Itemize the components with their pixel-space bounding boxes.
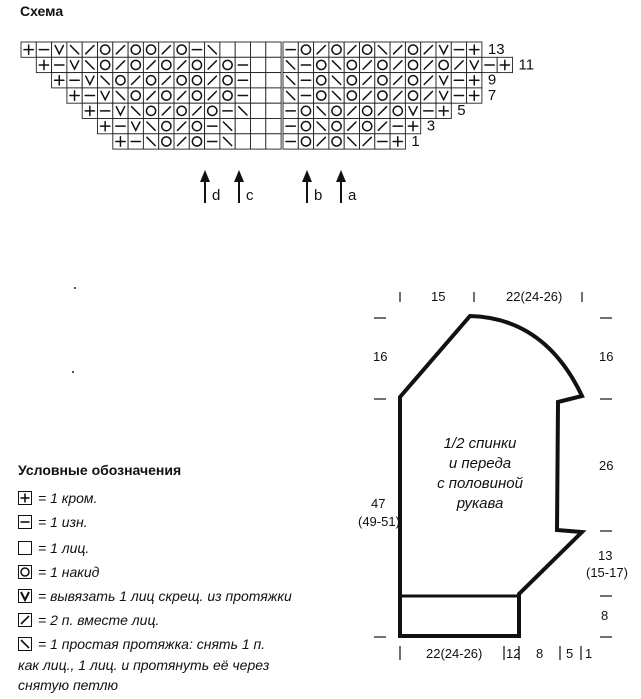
legend-item-text: = 1 изн.: [38, 514, 88, 530]
row-number: 7: [487, 86, 497, 104]
legend-item-text: = 1 накид: [38, 564, 100, 580]
dim-left-total: 47: [371, 496, 386, 511]
legend-item-text: = вывязать 1 лиц скрещ. из протяжки: [38, 588, 292, 604]
dim-bottom-2: 12: [506, 646, 521, 661]
piece-label-line: рукава: [456, 495, 504, 512]
legend-note-line: снятую петлю: [18, 677, 119, 693]
row-number: 13: [487, 41, 505, 58]
chart-title: Схема: [20, 3, 64, 19]
arrow-label: d: [212, 187, 221, 204]
row-number: 11: [518, 56, 535, 74]
dim-right-lower: 13: [598, 548, 613, 563]
row-number: 5: [457, 102, 466, 120]
dim-right-lower-sizes: (15-17): [586, 565, 628, 580]
legend-item-text: = 2 п. вместе лиц.: [38, 612, 160, 628]
legend-title: Условные обозначения: [18, 462, 182, 478]
dim-bottom-3: 8: [536, 646, 544, 661]
dim-right-upper: 16: [599, 349, 614, 364]
dim-right-mid: 26: [599, 458, 614, 473]
piece-label-line: с половиной: [437, 475, 523, 492]
piece-label-line: и переда: [448, 455, 512, 472]
legend-item-text: = 1 лиц.: [38, 540, 90, 556]
arrow-label: c: [246, 187, 254, 204]
dim-bottom-1: 22(24-26): [426, 646, 483, 661]
arrow-label: b: [314, 187, 323, 204]
dim-right-bottom: 8: [601, 608, 609, 623]
dim-left-total-sizes: (49-51): [358, 514, 400, 529]
dim-bottom-5: 1: [585, 646, 593, 661]
dim-left-upper: 16: [373, 349, 388, 364]
dim-top-left: 15: [431, 289, 446, 304]
legend-item-text: = 1 простая протяжка: снять 1 п.: [38, 636, 266, 652]
legend-item-text: = 1 кром.: [38, 490, 98, 506]
row-number: 1: [411, 132, 420, 150]
dim-top-right: 22(24-26): [506, 289, 563, 304]
piece-label-line: 1/2 спинки: [443, 435, 517, 452]
row-number: 9: [487, 71, 497, 89]
arrow-label: a: [348, 187, 357, 204]
legend-note-line: как лиц., 1 лиц. и протянуть её через: [18, 657, 270, 673]
dim-bottom-4: 5: [566, 646, 574, 661]
row-number: 3: [426, 117, 436, 135]
